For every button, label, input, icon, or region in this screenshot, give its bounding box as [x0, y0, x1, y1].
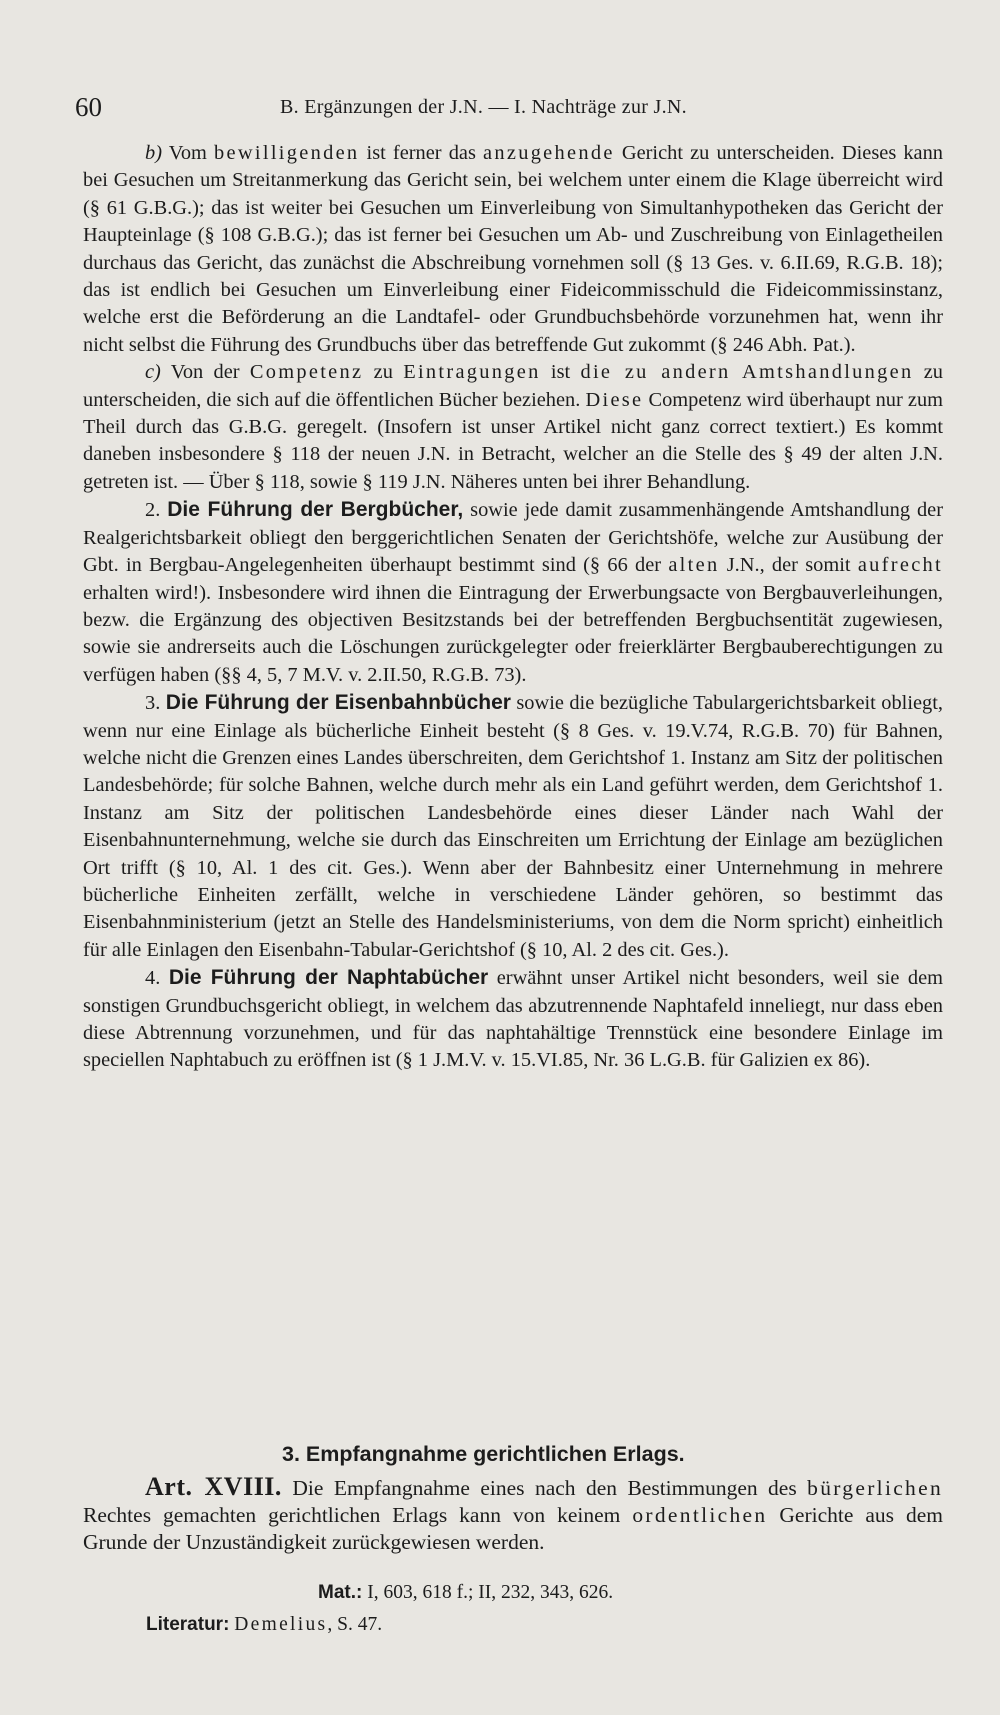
paragraph-3: 3. Die Führung der Eisenbahnbücher sowie die bezügliche Tabulargerichtsbarkeit obliegt, wenn nur eine Einlage als bücherliche Einheit besteht (§ 8 Ges. v. 19.V.74, R.G.B. 70) für Bahnen, welche nicht die Grenzen eines Landes überschreiten, dem Gerichtshof 1. Instanz am Sitz der politischen Landesbehörde; für solche Bahnen, welche durch mehr als ein Land geführt werden, dem Gerichtshof 1. Instanz am Sitz der politischen Landesbehörde eines dieser Länder nach Wahl der Eisenbahnunternehmung, welche sie durch das Einschreiten um Errichtung der Einlage am bezüglichen Ort trifft (§ 10, Al. 1 des cit. Ges.). Wenn aber der Bahnbesitz einer Unternehmung in mehrere bücherliche Einheiten zerfällt, welche in verschiedene Länder gehören, so bestimmt das Eisenbahnministerium (jetzt an Stelle des Handelsministeriums, von dem die Norm spricht) einheitlich für alle Einlagen den Eisenbahn-Tabular-Gerichtshof (§ 10, Al. 2 des cit. Ges.).: [83, 691, 943, 961]
emphasis: alten: [668, 554, 720, 577]
emphasis: Diese: [585, 388, 644, 411]
paragraph-4: 4. Die Führung der Naphtabücher erwähnt unser Artikel nicht besonders, weil sie dem sonstigen Grundbuchsgericht obliegt, in welchem das abzutrennende Naphtafeld inneliegt, nur dass eben diese Abtrennung vorzunehmen, und für das naphtahältige Trennstück eine besondere Einlage im speciellen Naphtabuch zu eröffnen ist (§ 1 J.M.V. v. 15.VI.85, Nr. 36 L.G.B. für Galizien ex 86).: [83, 966, 943, 1072]
article-xviii: [83, 1473, 943, 1556]
run-in-heading: Die Führung der Naphtabücher: [168, 966, 489, 990]
emphasis: die zu andern Amtshandlungen: [580, 361, 914, 384]
running-head: B. Ergänzungen der J.N. — I. Nachträge zur J.N.: [280, 96, 687, 118]
paragraph-b: b) Vom bewilligenden ist ferner das anzugehende Gericht zu unterscheiden. Dieses kann bei Gesuchen um Streitanmerkung das Gericht sein, bei welchem unter einem die Klage überreicht wird (§ 61 G.B.G.); das ist weiter bei Gesuchen um Einverleibung von Simultanhypotheken das Gericht der Haupteinlage (§ 108 G.B.G.); das ist ferner bei Gesuchen um Ab- und Zuschreibung von Einlagetheilen durchaus das Gericht, das zunächst die Abschreibung vornehmen soll (§ 13 Ges. v. 6.II.69, R.G.B. 18); das ist endlich bei Gesuchen um Einverleibung einer Fideicommisschuld die Fideicommissinstanz, welche erst die Beförderung an die Landtafel- oder Grundbuchsbehörde vorzunehmen hat, wenn ihr nicht selbst die Führung des Grundbuchs über das betreffende Gut zukommt (§ 246 Abh. Pat.).: [83, 142, 943, 356]
emphasis: aufrecht: [857, 554, 943, 577]
literature-note: Literatur: Demelius, S. 47.: [146, 1614, 383, 1635]
paragraph-c: c) Von der Competenz zu Eintragungen ist die zu andern Amtshandlungen zu unterscheiden, die sich auf die öffentlichen Bücher beziehen. Diese Competenz wird überhaupt nur zum Theil durch das G.B.G. geregelt. (Insofern ist unser Artikel nicht ganz correct textiert.) Es kommt daneben insbesondere § 118 der neuen J.N. in Betracht, welcher an die Stelle des § 49 der alten J.N. getreten ist. — Über § 118, sowie § 119 J.N. Näheres unten bei ihrer Behandlung.: [83, 361, 943, 493]
body-text: [83, 140, 943, 1075]
paragraph-2: 2. Die Führung der Bergbücher, sowie jede damit zusammenhängende Amtshandlung der Realgerichtsbarkeit obliegt den berggerichtlichen Senaten der Gerichtshöfe, welche zur Ausübung der Gbt. in Bergbau-Angelegenheiten überhaupt bestimmt sind (§ 66 der alten J.N., der somit aufrecht erhalten wird!). Insbesondere wird ihnen die Eintragung der Erwerbungsacte von Bergbauverleihungen, bezw. die Ergänzung des objectiven Besitzstands bei der betreffenden Bergbuchsentität zugewiesen, sowie sie andrerseits auch die Löschungen zurückgelegter oder freierklärter Bergbauberechtigungen zu verfügen haben (§§ 4, 5, 7 M.V. v. 2.II.50, R.G.B. 73).: [83, 498, 943, 686]
run-in-heading: Die Führung der Eisenbahnbücher: [165, 691, 511, 715]
emphasis: Competenz: [249, 361, 364, 384]
emphasis: anzugehende: [483, 142, 615, 164]
paragraph-marker: b): [145, 142, 162, 164]
literature-label: Literatur:: [146, 1614, 230, 1635]
section-heading: 3. Empfangnahme gerichtlichen Erlags.: [282, 1442, 685, 1466]
emphasis: Eintragungen: [403, 361, 541, 384]
emphasis: bewilligenden: [214, 142, 360, 164]
article-text: Art. XVIII. Die Empfangnahme eines nach den Bestimmungen des bürgerlichen Rechtes gemachten gerichtlichen Erlags kann von keinem ordentlichen Gerichte aus dem Grunde der Unzuständigkeit zurückgewiesen werden.: [83, 1472, 944, 1554]
page-header: [75, 92, 935, 126]
emphasis: ordentlichen: [632, 1503, 768, 1527]
run-in-heading: Die Führung der Bergbücher,: [167, 498, 464, 522]
materials-note: Mat.: I, 603, 618 f.; II, 232, 343, 626.: [318, 1582, 614, 1603]
page-number: 60: [75, 92, 102, 122]
emphasis: bürgerlichen: [807, 1476, 943, 1500]
paragraph-marker: c): [145, 361, 161, 384]
author-name: Demelius: [234, 1614, 328, 1635]
article-label: Art. XVIII.: [145, 1472, 282, 1501]
materials-label: Mat.:: [318, 1582, 363, 1603]
